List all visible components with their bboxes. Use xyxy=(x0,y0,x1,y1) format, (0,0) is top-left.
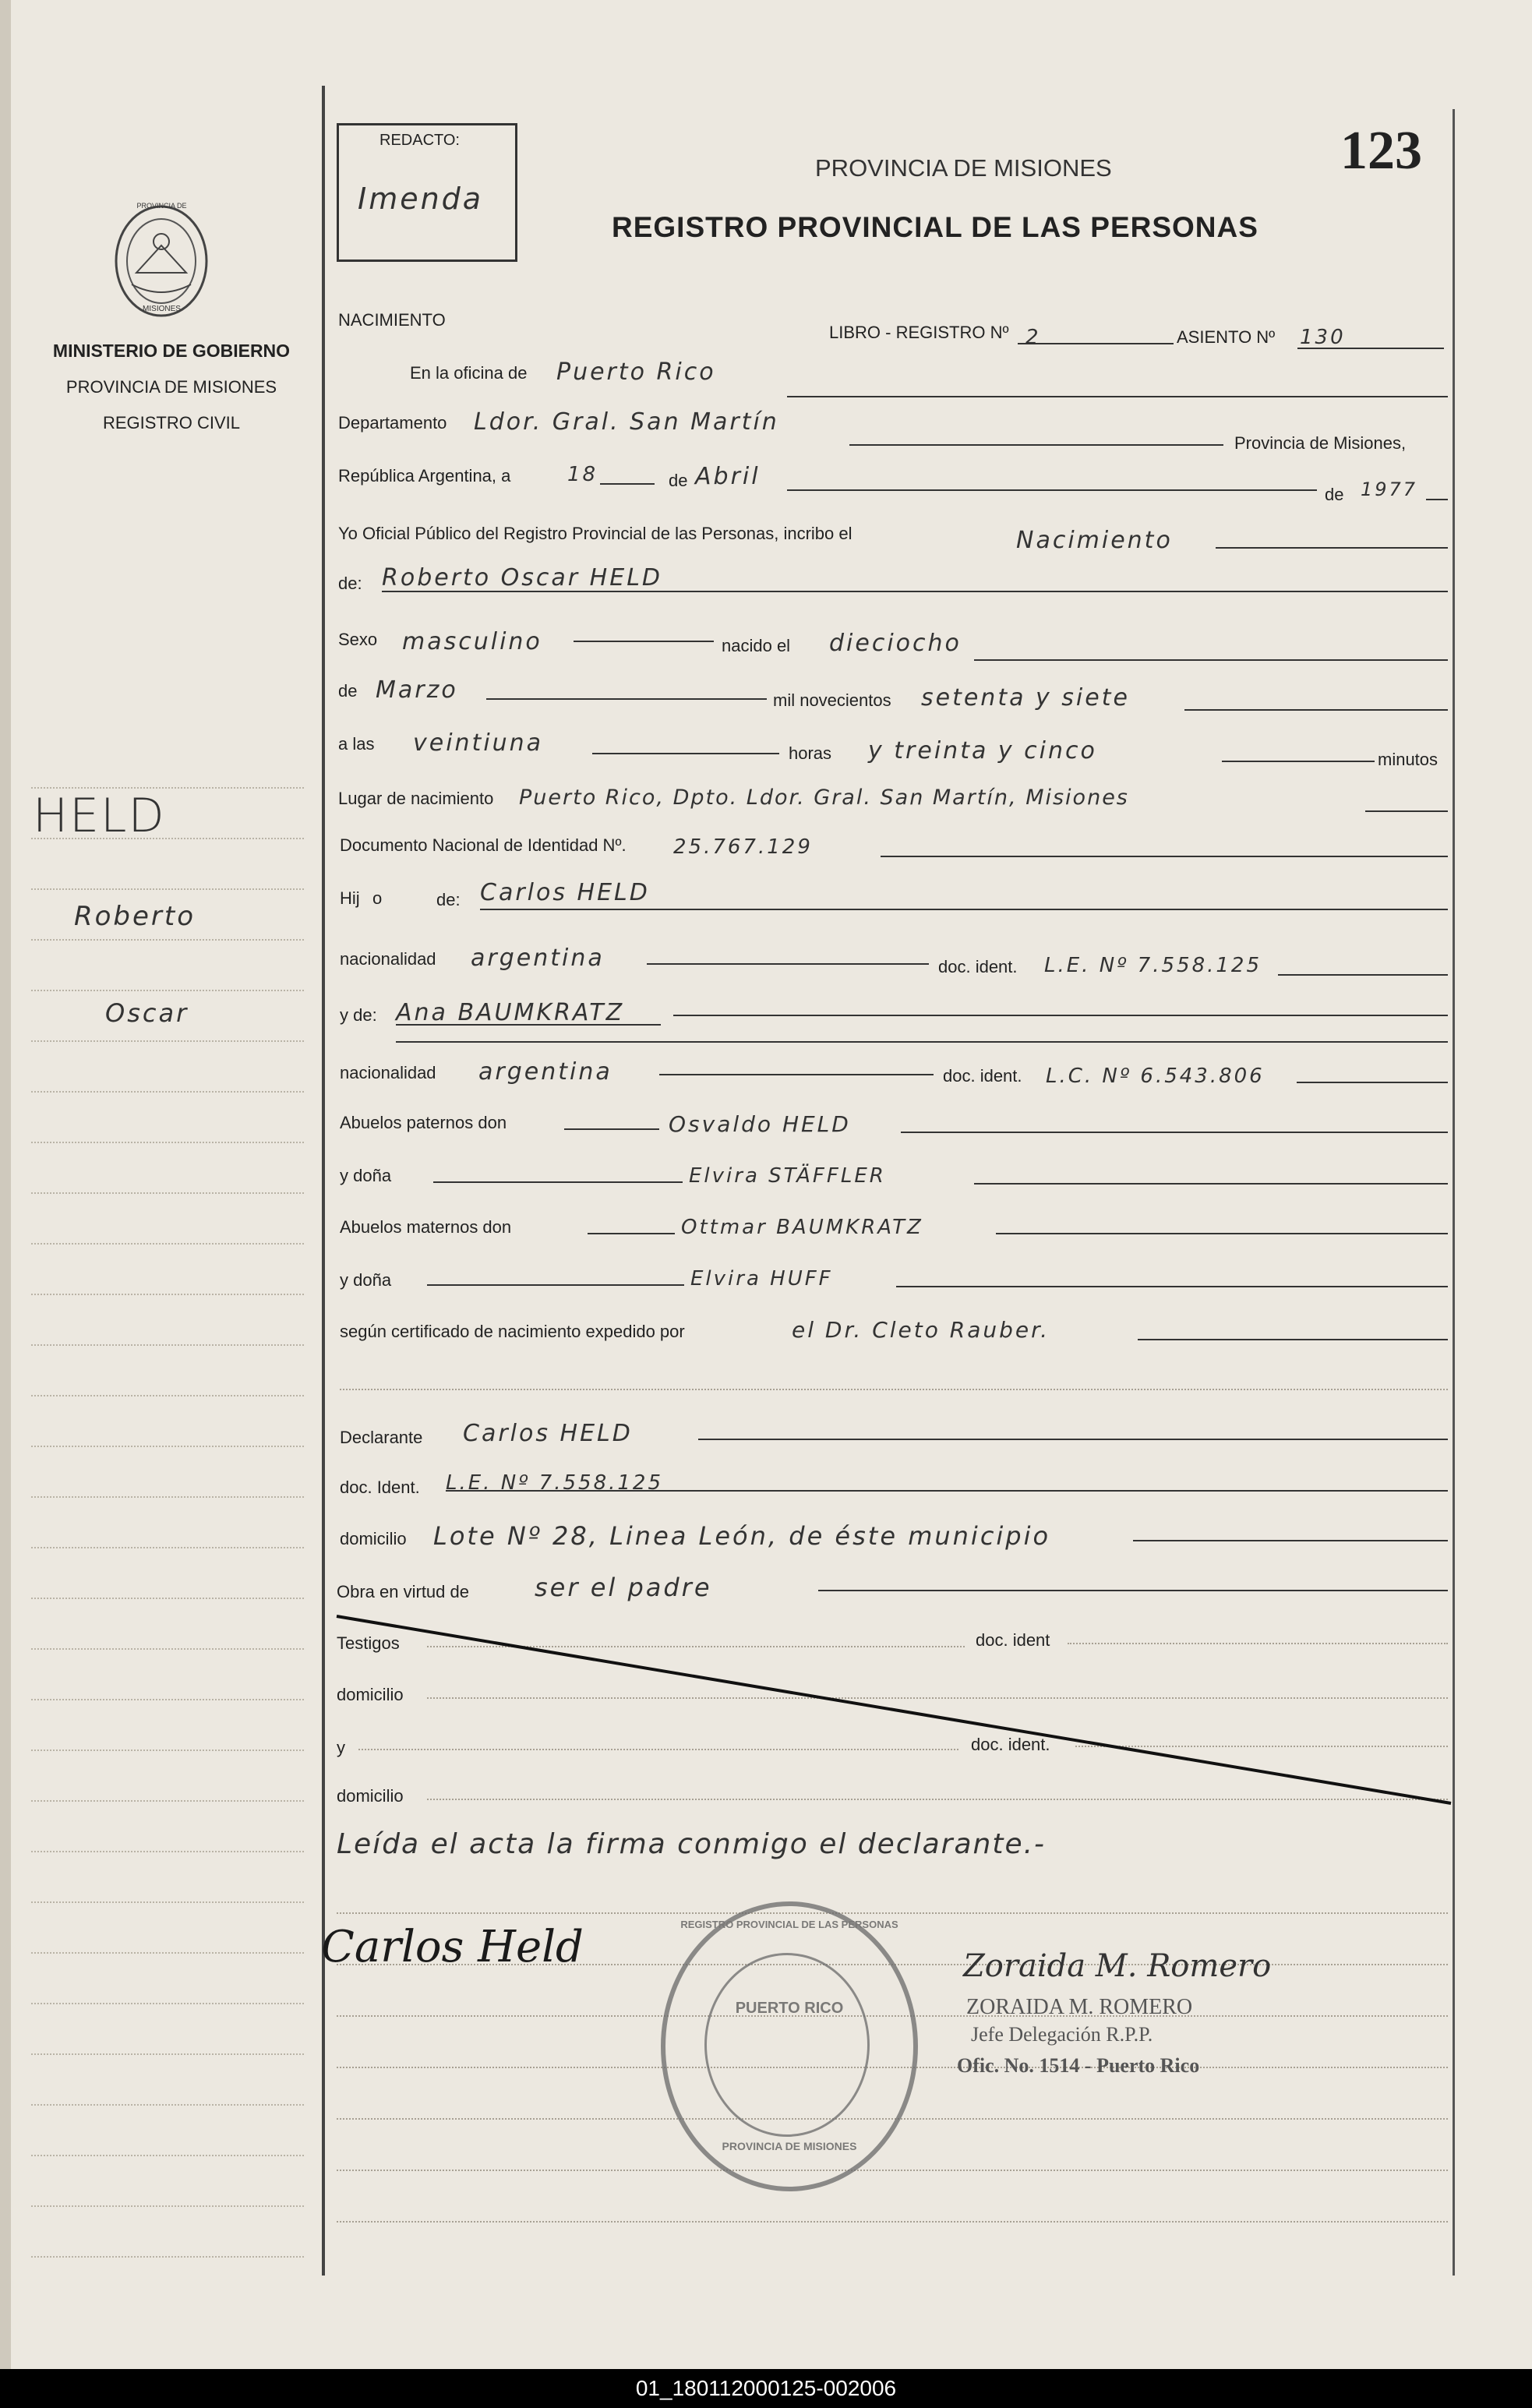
y-dona-label-1: y doña xyxy=(340,1166,392,1185)
padre-nacionalidad-value: argentina xyxy=(471,944,605,972)
sexo-label: Sexo xyxy=(338,630,378,649)
hora-value: veintiuna xyxy=(413,729,544,757)
page-number: 123 xyxy=(1340,121,1422,181)
nacido-anio-value: setenta y siete xyxy=(921,684,1130,711)
testigo2-doc-label: doc. ident. xyxy=(971,1735,1050,1754)
madre-doc-value: L.C. Nº 6.543.806 xyxy=(1046,1065,1265,1088)
anio-value: 1977 xyxy=(1361,478,1418,500)
ministry-province: PROVINCIA DE MISIONES xyxy=(65,377,277,397)
y-de-label: y de: xyxy=(340,1005,377,1025)
oficina-value: Puerto Rico xyxy=(556,358,716,386)
madre-nacionalidad-label: nacionalidad xyxy=(340,1063,436,1082)
abuela-materna-value: Elvira HUFF xyxy=(690,1267,833,1291)
province-header: PROVINCIA DE MISIONES xyxy=(815,154,1112,182)
nacido-mes-value: Marzo xyxy=(376,676,458,704)
leida-dotted-6 xyxy=(337,2170,1448,2171)
padre-value: Carlos HELD xyxy=(480,879,650,906)
obra-value: ser el padre xyxy=(535,1573,712,1602)
registry-header: REGISTRO PROVINCIAL DE LAS PERSONAS xyxy=(612,211,1258,243)
oficina-label: En la oficina de xyxy=(410,363,528,383)
nombre-value: Roberto Oscar HELD xyxy=(382,564,663,591)
y-dona-label-2: y doña xyxy=(340,1270,392,1290)
testigo-domicilio-label: domicilio xyxy=(337,1685,404,1704)
libro-value: 2 xyxy=(1025,326,1041,349)
padre-doc-value: L.E. Nº 7.558.125 xyxy=(1044,954,1262,977)
ministry-title: MINISTERIO DE GOBIERNO xyxy=(52,341,291,361)
mes-value: Abril xyxy=(695,463,761,490)
documento-label: Documento Nacional de Identidad Nº. xyxy=(340,835,627,855)
y-label: y xyxy=(337,1738,345,1757)
margin-first-name: Roberto xyxy=(74,901,196,932)
padre-doc-label: doc. ident. xyxy=(938,957,1018,976)
margin-surname: HELD xyxy=(33,789,166,843)
stamp-bottom-text: PROVINCIA DE MISIONES xyxy=(722,2140,857,2152)
a-las-label: a las xyxy=(338,734,375,754)
hijo-de-label: de: xyxy=(436,890,461,909)
nacido-dia-value: dieciocho xyxy=(829,630,962,657)
seal-bottom-text: MISIONES xyxy=(143,305,181,313)
hijo-suffix: o xyxy=(372,888,383,908)
declarante-signature: Carlos Held xyxy=(321,1922,584,1972)
redacto-signature: Imenda xyxy=(358,182,484,216)
stamp-inner-ring xyxy=(704,1953,870,2137)
margin-middle-name: Oscar xyxy=(105,998,189,1028)
registry-stamp xyxy=(661,1901,918,2191)
madre-value: Ana BAUMKRATZ xyxy=(396,999,625,1026)
abuelos-paternos-label: Abuelos paternos don xyxy=(340,1113,507,1132)
segun-label: según certificado de nacimiento expedido por xyxy=(340,1322,685,1341)
madre-nacionalidad-value: argentina xyxy=(478,1058,612,1086)
obra-label: Obra en virtud de xyxy=(337,1582,469,1601)
declarante-doc-value: L.E. Nº 7.558.125 xyxy=(446,1471,663,1495)
leida-dotted-7 xyxy=(337,2221,1448,2223)
departamento-label: Departamento xyxy=(338,413,447,433)
official-office: Ofic. No. 1514 - Puerto Rico xyxy=(957,2054,1200,2077)
acto-value: Nacimiento xyxy=(1016,527,1173,554)
image-id-footer: 01_180112000125-002006 xyxy=(0,2369,1532,2408)
sexo-value: masculino xyxy=(402,628,542,655)
mil-novecientos-label: mil novecientos xyxy=(773,690,891,710)
stamp-outer-text: REGISTRO PROVINCIAL DE LAS PERSONAS xyxy=(680,1919,898,1930)
dni-value: 25.767.129 xyxy=(673,835,813,859)
minutos-label: minutos xyxy=(1378,750,1438,769)
de-label: de xyxy=(669,471,688,490)
asiento-label: ASIENTO Nº xyxy=(1177,327,1276,347)
lugar-value: Puerto Rico, Dpto. Ldor. Gral. San Martín, Misiones xyxy=(519,786,1129,810)
libro-label: LIBRO - REGISTRO Nº xyxy=(829,323,1009,342)
official-name: ZORAIDA M. ROMERO xyxy=(966,1995,1193,2019)
abuela-paterna-value: Elvira STÄFFLER xyxy=(689,1164,886,1188)
asiento-value: 130 xyxy=(1300,326,1346,349)
hijo-label: Hij xyxy=(340,888,360,908)
leida-text: Leída el acta la firma conmigo el declarante.- xyxy=(337,1828,1047,1860)
horas-label: horas xyxy=(789,743,832,763)
de-month-label: de xyxy=(338,681,358,701)
lugar-label: Lugar de nacimiento xyxy=(338,789,494,808)
nacido-el-label: nacido el xyxy=(722,636,791,655)
declarante-label: Declarante xyxy=(340,1428,423,1447)
provincia-label: Provincia de Misiones, xyxy=(1234,433,1407,453)
abuelo-paterno-value: Osvaldo HELD xyxy=(669,1111,851,1137)
departamento-value: Ldor. Gral. San Martín xyxy=(474,408,779,436)
minutos-value: y treinta y cinco xyxy=(868,737,1097,764)
certificado-value: el Dr. Cleto Rauber. xyxy=(792,1317,1050,1343)
redacto-label: REDACTO: xyxy=(379,132,460,149)
abuelos-maternos-label: Abuelos maternos don xyxy=(340,1217,512,1237)
testigos-doc-label: doc. ident xyxy=(976,1630,1050,1650)
madre-doc-label: doc. ident. xyxy=(943,1066,1022,1086)
testigos-label: Testigos xyxy=(337,1633,400,1653)
de-year-label: de xyxy=(1325,485,1344,504)
stamp-center-text: PUERTO RICO xyxy=(735,2000,844,2017)
padre-nacionalidad-label: nacionalidad xyxy=(340,949,436,969)
declarante-doc-label: doc. Ident. xyxy=(340,1478,420,1497)
leida-dotted-1 xyxy=(337,1912,1448,1914)
testigo2-domicilio-label: domicilio xyxy=(337,1786,404,1806)
yo-oficial-label: Yo Oficial Público del Registro Provincial de las Personas, incribo el xyxy=(338,524,852,543)
declarante-dom-value: Lote Nº 28, Linea León, de éste municipio xyxy=(433,1521,1051,1551)
abuelo-materno-value: Ottmar BAUMKRATZ xyxy=(681,1216,923,1239)
nacimiento-label: NACIMIENTO xyxy=(338,310,446,330)
official-signature: Zoraida M. Romero xyxy=(963,1948,1272,1984)
official-title: Jefe Delegación R.P.P. xyxy=(971,2023,1153,2046)
seal-top-text: PROVINCIA DE xyxy=(136,202,187,210)
republica-label: República Argentina, a xyxy=(338,466,511,485)
civil-registry: REGISTRO CIVIL xyxy=(102,413,241,433)
declarante-value: Carlos HELD xyxy=(463,1420,633,1447)
dia-value: 18 xyxy=(567,463,598,486)
de-colon-label: de: xyxy=(338,574,362,593)
domicilio-label: domicilio xyxy=(340,1529,407,1548)
